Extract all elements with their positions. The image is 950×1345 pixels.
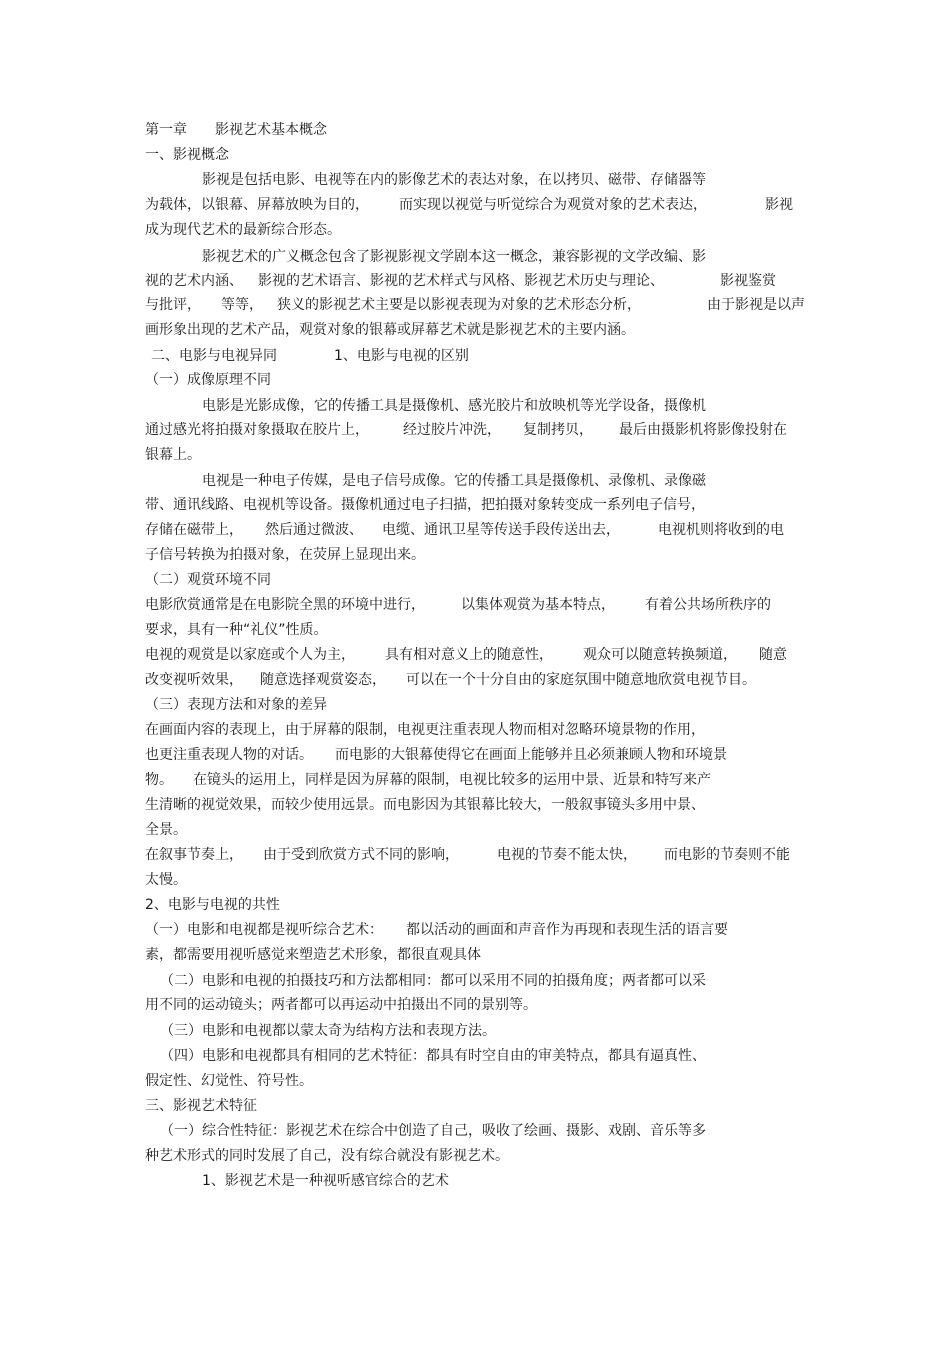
- text-segment: 而电影的大银幕使得它在画面上能够并且必须兼顾人物和环境景: [335, 747, 727, 763]
- text-segment: 都以活动的画面和声音作为再现和表现生活的语言要: [406, 922, 728, 938]
- text-line: （四）电影和电视都具有相同的艺术特征：都具有时空自由的审美特点，都具有逼真性、: [160, 1048, 706, 1064]
- text-line: 影视艺术的广义概念包含了影视影视文学剧本这一概念，兼容影视的文学改编、影: [202, 249, 706, 265]
- text-segment: 电缆、通讯卫星等传送手段传送出去，: [382, 522, 620, 538]
- text-line: 带、通讯线路、电视机等设备。摄像机通过电子扫描，把拍摄对象转变成一系列电子信号，: [145, 497, 705, 513]
- text-line: [145, 196, 793, 214]
- text-segment: 而实现以视觉与听觉综合为观赏对象的艺术表达，: [399, 197, 707, 213]
- text-line: 1、影视艺术是一种视听感官综合的艺术: [202, 1173, 449, 1189]
- text-segment: 最后由摄影机将影像投射在: [619, 422, 787, 438]
- text-line: （一）成像原理不同: [145, 372, 271, 388]
- text-segment: 电视的节奏不能太快，: [497, 847, 637, 863]
- text-segment: 由于影视是以声: [707, 297, 805, 313]
- text-line: 种艺术形式的同时发展了自己，没有综合就没有影视艺术。: [145, 1148, 509, 1164]
- text-segment: 以集体观赏为基本特点，: [461, 597, 615, 613]
- text-segment: 1、电影与电视的区别: [334, 348, 469, 364]
- text-segment: 经过胶片冲洗，: [403, 422, 501, 438]
- text-line: [145, 596, 771, 614]
- text-line: [145, 671, 756, 689]
- text-segment: 存储在磁带上，: [145, 522, 243, 538]
- text-line: [145, 421, 787, 439]
- text-line: 2、电影与电视的共性: [145, 897, 280, 913]
- text-segment: 随意: [759, 647, 787, 663]
- text-line: [145, 921, 728, 939]
- text-line: （三）电影和电视都以蒙太奇为结构方法和表现方法。: [160, 1023, 496, 1039]
- text-line: 画形象出现的艺术产品，观赏对象的银幕或屏幕艺术就是影视艺术的主要内涵。: [145, 322, 635, 338]
- text-segment: 由于受到欣赏方式不同的影响，: [263, 847, 459, 863]
- text-line: （二）电影和电视的拍摄技巧和方法都相同：都可以采用不同的拍摄角度；两者都可以采: [160, 973, 706, 989]
- text-line: 素，都需要用视听感觉来塑造艺术形象，都很直观具体: [145, 947, 481, 963]
- text-line: 假定性、幻觉性、符号性。: [145, 1073, 313, 1089]
- text-segment: 然后通过微波、: [265, 522, 363, 538]
- text-segment: 有着公共场所秩序的: [645, 597, 771, 613]
- text-line: 三、影视艺术特征: [145, 1098, 257, 1114]
- text-line: [145, 521, 784, 539]
- text-segment: 为载体，以银幕、屏幕放映为目的，: [145, 197, 369, 213]
- text-line: [145, 646, 787, 664]
- text-segment: 可以在一个十分自由的家庭氛围中随意地欣赏电视节目。: [406, 672, 756, 688]
- text-line: 太慢。: [145, 872, 187, 888]
- text-line: [151, 347, 469, 365]
- text-line: 一、影视概念: [145, 147, 229, 163]
- text-segment: 电视机则将收到的电: [658, 522, 784, 538]
- text-segment: 具有相对意义上的随意性，: [385, 647, 553, 663]
- text-line: [145, 272, 776, 290]
- text-line: （一）综合性特征：影视艺术在综合中创造了自己，吸收了绘画、摄影、戏剧、音乐等多: [160, 1123, 706, 1139]
- text-segment: 电影欣赏通常是在电影院全黑的环境中进行，: [145, 597, 425, 613]
- text-line: 用不同的运动镜头；两者都可以再运动中拍摄出不同的景别等。: [145, 997, 537, 1013]
- text-line: 电视是一种电子传媒，是电子信号成像。它的传播工具是摄像机、录像机、录像磁: [202, 473, 706, 489]
- text-line: 要求，具有一种“礼仪”性质。: [145, 622, 328, 638]
- text-line: 电影是光影成像，它的传播工具是摄像机、感光胶片和放映机等光学设备，摄像机: [202, 398, 706, 414]
- text-segment: 在叙事节奏上，: [145, 847, 243, 863]
- text-segment: 影视: [765, 197, 793, 213]
- text-segment: 随意选择观赏姿态，: [260, 672, 386, 688]
- text-segment: 而电影的节奏则不能: [664, 847, 790, 863]
- text-segment: 电视的观赏是以家庭或个人为主，: [145, 647, 355, 663]
- text-line: 全景。: [145, 822, 187, 838]
- text-segment: 二、电影与电视异同: [151, 348, 277, 364]
- text-segment: （一）电影和电视都是视听综合艺术：: [145, 922, 383, 938]
- text-segment: 狭义的影视艺术主要是以影视表现为对象的艺术形态分析，: [277, 297, 641, 313]
- text-line: 子信号转换为拍摄对象，在荧屏上显现出来。: [145, 547, 425, 563]
- text-segment: 观众可以随意转换频道，: [583, 647, 737, 663]
- text-segment: 物。: [145, 772, 173, 788]
- text-segment: 通过感光将拍摄对象摄取在胶片上，: [145, 422, 369, 438]
- text-segment: 影视鉴赏: [720, 273, 776, 289]
- text-line: 生清晰的视觉效果，而较少使用远景。而电影因为其银幕比较大，一般叙事镜头多用中景、: [145, 797, 705, 813]
- text-segment: 改变视听效果，: [145, 672, 243, 688]
- text-segment: 在镜头的运用上，同样是因为屏幕的限制，电视比较多的运用中景、近景和特写来产: [193, 772, 711, 788]
- text-segment: 等等，: [221, 297, 263, 313]
- text-line: 银幕上。: [145, 447, 201, 463]
- text-line: 影视是包括电影、电视等在内的影像艺术的表达对象，在以拷贝、磁带、存储器等: [202, 172, 706, 188]
- text-line: [145, 296, 805, 314]
- text-line: （二）观赏环境不同: [145, 572, 271, 588]
- text-line: 在画面内容的表现上，由于屏幕的限制，电视更注重表现人物而相对忽略环境景物的作用，: [145, 722, 705, 738]
- text-line: （三）表现方法和对象的差异: [145, 697, 327, 713]
- text-segment: 视的艺术内涵、: [145, 273, 243, 289]
- text-segment: 复制拷贝，: [523, 422, 593, 438]
- text-segment: 也更注重表现人物的对话。: [145, 747, 313, 763]
- text-line: 成为现代艺术的最新综合形态。: [145, 222, 341, 238]
- text-line: 第一章 影视艺术基本概念: [145, 122, 327, 138]
- text-line: [145, 846, 790, 864]
- text-segment: 影视的艺术语言、影视的艺术样式与风格、影视艺术历史与理论、: [258, 273, 664, 289]
- text-line: [145, 771, 711, 789]
- text-segment: 与批评，: [145, 297, 201, 313]
- text-line: [145, 746, 727, 764]
